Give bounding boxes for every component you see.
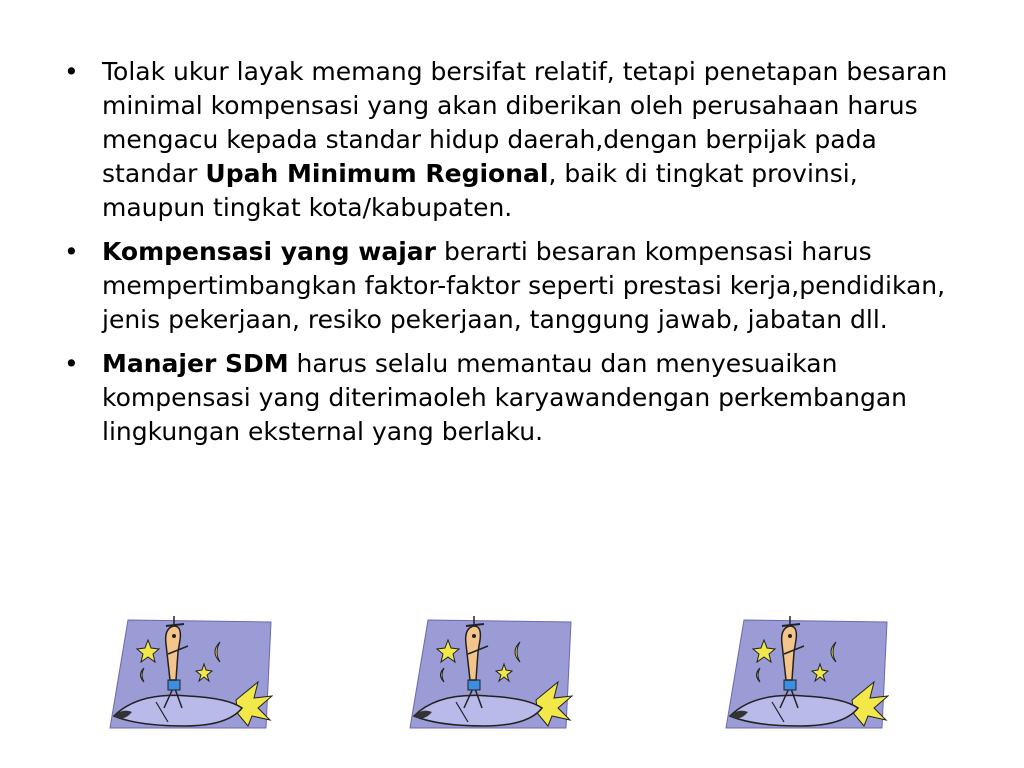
bullet-marker: • xyxy=(64,57,79,86)
man-riding-rocket-icon xyxy=(108,612,273,730)
clipart-row xyxy=(0,612,1024,732)
bold-term: Manajer SDM xyxy=(102,349,289,378)
bullet-list xyxy=(62,55,962,459)
bullet-text: harus selalu memantau dan menyesuaikan kompensasi yang diterimaoleh karyawandengan perkembangan lingkungan eksternal yang berlaku. xyxy=(102,349,908,446)
bold-term: Upah Minimum Regional xyxy=(205,159,549,188)
bullet-text-continued: , baik di tingkat provinsi, maupun tingkat kota/kabupaten. xyxy=(102,159,858,222)
bullet-marker: • xyxy=(64,237,79,266)
bullet-text: berarti besaran kompensasi harus mempertimbangkan faktor-faktor seperti prestasi kerja,pendidikan, jenis pekerjaan, resiko pekerjaan, tanggung jawab, jabatan dll. xyxy=(102,237,946,334)
bold-term: Kompensasi yang wajar xyxy=(102,237,437,266)
bullet-marker: • xyxy=(64,349,79,378)
bullet-item-2 xyxy=(62,235,962,337)
man-riding-rocket-icon xyxy=(724,612,889,730)
bullet-text: Tolak ukur layak memang bersifat relatif, tetapi penetapan besaran minimal kompensasi yang akan diberikan oleh perusahaan harus mengacu kepada standar hidup daerah,dengan berpijak pada standar xyxy=(102,57,948,188)
bullet-item-1 xyxy=(62,55,962,225)
man-riding-rocket-icon xyxy=(408,612,573,730)
bullet-item-3 xyxy=(62,347,962,449)
